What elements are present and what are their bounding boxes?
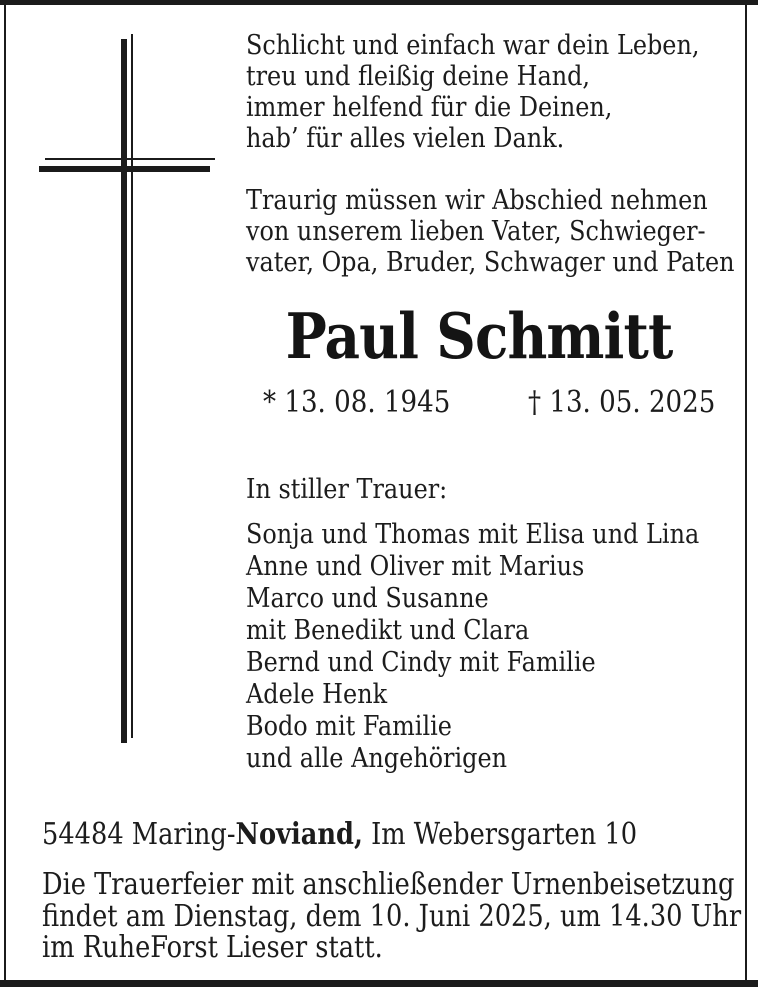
address-line — [42, 818, 637, 850]
cross-vertical-thick-stroke — [121, 39, 127, 743]
cross-horizontal-thick-stroke — [39, 166, 210, 172]
deceased-name: Paul Schmitt — [285, 299, 673, 373]
intro-line: Traurig müssen wir Abschied nehmen — [246, 184, 708, 216]
address-street: Im Webersgarten 10 — [362, 817, 638, 851]
verse-line: immer helfend für die Deinen, — [246, 91, 613, 123]
notice-frame-right — [745, 1, 747, 987]
funeral-line: im RuheForst Lieser statt. — [42, 930, 383, 964]
mourner-line: mit Benedikt und Clara — [246, 614, 530, 646]
mourner-line: Bernd und Cindy mit Familie — [246, 646, 596, 678]
funeral-line: Die Trauerfeier mit anschließender Urnenbeisetzung — [42, 867, 735, 901]
intro-line: von unserem lieben Vater, Schwieger- — [246, 215, 706, 247]
verse-line: Schlicht und einfach war dein Leben, — [246, 29, 700, 61]
mourner-line: Adele Henk — [246, 678, 388, 710]
cross-horizontal-thin-stroke — [45, 158, 215, 160]
cross-vertical-thin-stroke — [131, 34, 133, 738]
death-date: † 13. 05. 2025 — [528, 385, 716, 420]
verse-line: treu und fleißig deine Hand, — [246, 60, 591, 92]
funeral-line: findet am Dienstag, dem 10. Juni 2025, um 14.30 Uhr — [42, 898, 742, 933]
birth-date: * 13. 08. 1945 — [263, 385, 451, 420]
notice-frame-bottom — [0, 980, 758, 987]
address-city-bold: Noviand, — [235, 816, 363, 851]
mourner-line: und alle Angehörigen — [246, 742, 508, 774]
intro-line: vater, Opa, Bruder, Schwager und Paten — [246, 246, 735, 278]
notice-frame-left — [4, 1, 6, 987]
mourner-line: Bodo mit Familie — [246, 710, 452, 742]
mourner-line: Sonja und Thomas mit Elisa und Lina — [246, 518, 700, 550]
memorial-verse — [246, 30, 699, 154]
mourning-label: In stiller Trauer: — [246, 473, 448, 505]
funeral-info — [42, 869, 741, 964]
mourner-line: Marco und Susanne — [246, 582, 489, 614]
verse-line: hab’ für alles vielen Dank. — [246, 122, 565, 154]
mourner-line: Anne und Oliver mit Marius — [246, 550, 585, 582]
mourners-list — [246, 518, 699, 774]
farewell-intro — [246, 185, 735, 278]
notice-frame-top — [0, 0, 758, 5]
address-plz-city: 54484 Maring- — [42, 817, 236, 851]
